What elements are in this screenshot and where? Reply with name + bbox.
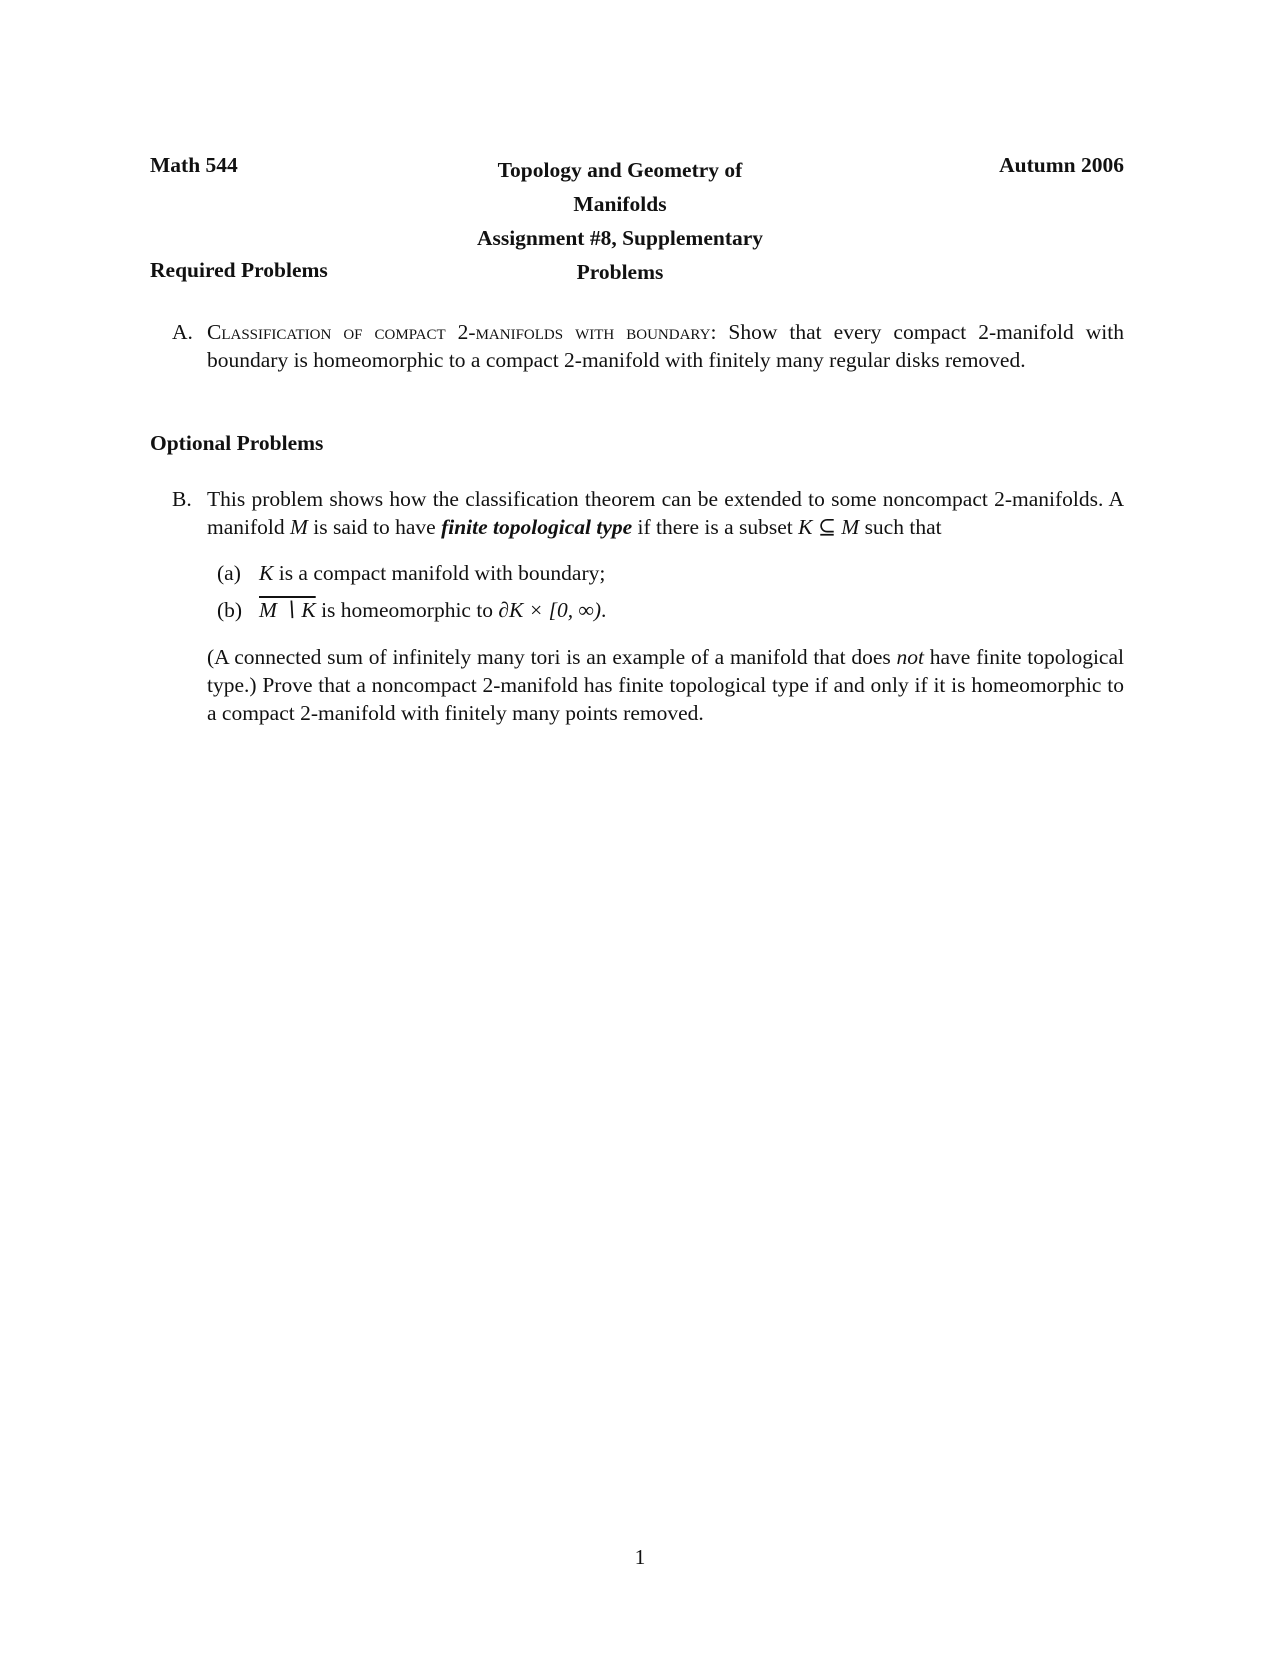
problem-b-text-2: is said to have — [307, 515, 442, 539]
optional-heading: Optional Problems — [150, 431, 324, 455]
condition-b-text: is homeomorphic to — [315, 598, 499, 622]
problem-a-text: : Show that every compact 2-manifold with boundary is homeomorphic to a compact 2-manifold with finitely many regular disks removed. — [207, 320, 1124, 372]
condition-b — [217, 592, 1124, 629]
note-pre: (A connected sum of infinitely many tori is an example of a manifold that does — [207, 645, 897, 669]
problem-b-intro — [207, 485, 1124, 541]
condition-list — [217, 555, 1124, 629]
problem-b-body — [207, 485, 1124, 727]
condition-b-closure: M ∖ K — [259, 598, 316, 622]
problem-b-label: B. — [172, 487, 192, 511]
condition-a-math: K — [259, 561, 274, 585]
math-m: M — [290, 515, 308, 539]
condition-a — [217, 555, 1124, 592]
note-not: not — [896, 645, 924, 669]
problem-b-text-1: This problem shows how the classification theorem can be extended to some noncompact 2-manifolds. A manifold — [207, 487, 1124, 539]
problem-b-text-3: if there is a subset — [632, 515, 799, 539]
title-block — [450, 153, 790, 289]
course-name: Math 544 — [150, 153, 238, 177]
problem-b-text-4: such that — [859, 515, 942, 539]
condition-a-label: (a) — [217, 561, 241, 585]
document-title: Topology and Geometry of Manifolds — [497, 158, 743, 216]
condition-a-text: is a compact manifold with boundary; — [273, 561, 606, 585]
condition-b-end: . — [601, 598, 607, 622]
required-heading: Required Problems — [150, 258, 328, 282]
condition-b-product: ∂K × [0, ∞) — [498, 598, 602, 622]
problem-a-topic: Classification of compact 2-manifolds with boundary — [207, 320, 711, 344]
condition-b-label: (b) — [217, 598, 243, 622]
problem-a-label: A. — [172, 320, 193, 344]
page-number: 1 — [634, 1545, 646, 1569]
term: Autumn 2006 — [999, 153, 1124, 177]
definition-term: finite topological type — [441, 515, 633, 539]
note-post: have finite topological type.) Prove that a noncompact 2-manifold has finite topological type if and only if it is homeomorphic to a compact 2-manifold with finitely many points removed. — [207, 645, 1124, 725]
problem-b-note — [207, 643, 1124, 727]
problem-b — [172, 485, 1124, 727]
problem-a-body — [207, 318, 1124, 374]
math-subset: K ⊆ M — [798, 515, 860, 539]
document-subtitle: Assignment #8, Supplementary Problems — [476, 226, 764, 284]
problem-a — [172, 318, 1124, 374]
